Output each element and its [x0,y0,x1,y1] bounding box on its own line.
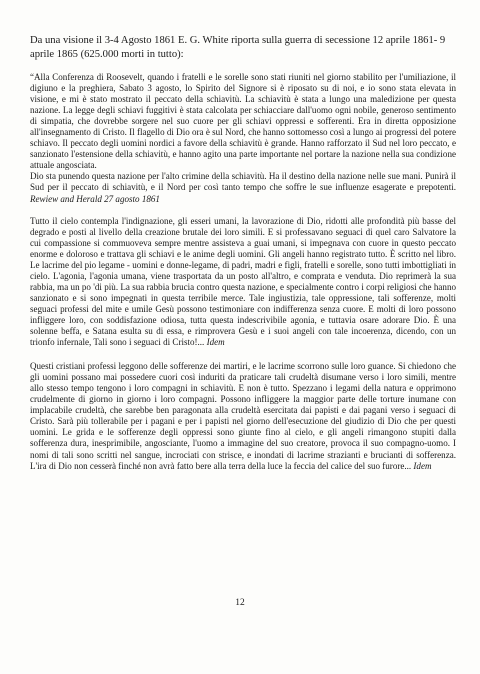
page-number: 12 [235,598,245,608]
paragraph-spacer [30,348,456,361]
source-idem: Idem [206,337,225,348]
quote-paragraph-1: “Alla Conferenza di Roosevelt, quando i fratelli e le sorelle sono stati riuniti nel giorno stabilito per l'umiliazione, il digiuno e la preghiera, Sabato 3 agosto, lo Spirito del Signore si è riposato su di noi, e io sono stata elevata in visione, e mi è stato mostrato il peccato della schiavitù. La schiavitù è stata a lungo una maledizione per questa nazione. La legge degli schiavi fuggitivi è stata calcolata per schiacciare dall'uomo ogni nobile, generoso sentimento di simpatia, che dovrebbe sorgere nel suo cuore per gli schiavi oppressi e sofferenti. Era in diretta opposizione all'insegnamento di Cristo. Il flagello di Dio ora è sul Nord, che hanno sottomesso così a lungo ai progressi del potere schiavo. Il peccato degli uomini nordici a favore della schiavitù è grande. Hanno rafforzato il Sud nel loro peccato, e sanzionato l'estensione della schiavitù, e hanno agito una parte importante nel portare la nazione nella sua condizione attuale angosciata. [30,72,456,171]
source-idem: Idem [413,460,432,471]
paragraph-3 [30,361,456,471]
paragraph-2 [30,216,456,349]
document-body [30,34,456,472]
quote-paragraph-2 [30,171,456,204]
paragraph-spacer [30,205,456,216]
quote-paragraph-2-text: Dio sta punendo questa nazione per l'alto crimine della schiavitù. Ha il destino della nazione nelle sue mani. Punirà il Sud per il peccato di schiavitù, e il Nord per così tanto tempo che soffre le sue influenze esagerate e prepotenti. [30,171,456,193]
document-heading: Da una visione il 3-4 Agosto 1861 E. G. White riporta sulla guerra di secessione 12 aprile 1861- 9 aprile 1865 (625.000 morti in tutto): [30,35,446,60]
paragraph-2-text: Tutto il cielo contempla l'indignazione, gli esseri umani, la lavorazione di Dio, ridotti alle profondità più basse del degrado e posti al livello della creazione brutale dei loro simili. E si professavano seguaci di quel caro Salvatore la cui compassione si commuoveva sempre mentre assisteva a guai umani, si impegnava con cuore in questo peccato enorme e doloroso e trattava gli schiavi e le anime degli uomini. Gli angeli hanno registrato tutto. È scritto nel libro. Le lacrime del pio legame - uomini e donne-legame, di padri, madri e figli, fratelli e sorelle, sono tutti imbottigliati in cielo. L'agonia, l'agonia umana, viene trasportata da un posto all'altro, e comprata e venduta. Dio reprimerà la sua rabbia, ma un po 'di più. La sua rabbia brucia contro questa nazione, e specialmente contro i corpi religiosi che hanno sanzionato e si sono impegnati in questa terribile merce. Tale ingiustizia, tale oppressione, tali sofferenze, molti seguaci professi del mite e umile Gesù possono testimoniare con indifferenza senza cuore. E molti di loro possono infliggere loro, con soddisfazione odiosa, tutta questa indescrivibile agonia, e tuttavia osare adorare Dio. È una solenne beffa, e Satana esulta su di essa, e rimprovera Gesù e i suoi angeli con tale incoerenza, dicendo, con un trionfo infernale, Tali sono i seguaci di Cristo!... [30,215,456,348]
source-citation: Rewiew and Herald 27 agosto 1861 [30,193,160,204]
paragraph-3-text: Questi cristiani professi leggono delle sofferenze dei martiri, e le lacrime scorrono sulle loro guance. Si chiedono che gli uomini possano mai possedere cuori così induriti da praticare tali crudeltà disumane verso i loro simili, mentre allo stesso tempo tengono i loro compagni in schiavitù. E non è tutto. Spezzano i legami della natura e opprimono crudelmente di giorno in giorno i loro compagni. Possono infliggere la maggior parte delle torture inumane con implacabile crudeltà, che sarebbe ben paragonata alla crudeltà esercitata dai papisti e dai pagani verso i seguaci di Cristo. Sarà più tollerabile per i pagani e per i papisti nel giorno dell'esecuzione del giudizio di Dio che per questi uomini. Le grida e le sofferenze degli oppressi sono giunte fino al cielo, e gli angeli rimangono stupiti dalla sofferenza dura, inesprimibile, angosciante, l'uomo a immagine del suo creatore, provoca il suo compagno-uomo. I nomi di tali sono scritti nel sangue, incrociati con strisce, e inondati di lacrime strazianti e brucianti di sofferenza. L'ira di Dio non cesserà finché non avrà fatto bere alla terra della luce la feccia del calice del suo furore... [30,361,456,471]
